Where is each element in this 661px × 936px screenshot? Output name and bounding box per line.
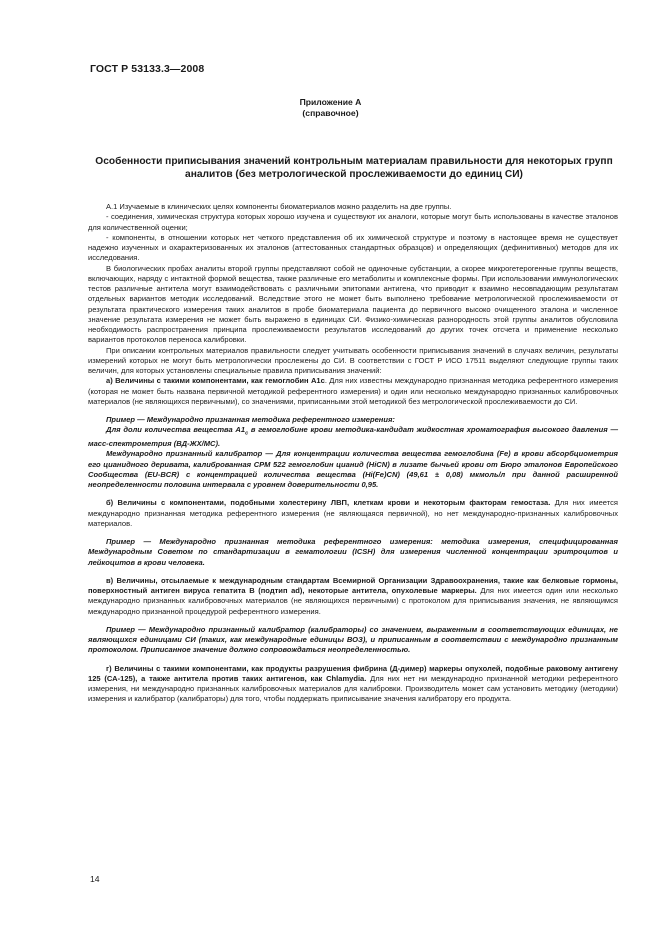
example-calibrator: Международно признанный калибратор — Для концентрации количества вещества гемоглобина (Fe) в крови абсорбциометрия его цианидного деривата, калиброванная СРМ 522 гемоглобин цианид (HiCN) в лизате бычьей крови от Бюро эталонов Европейского Сообщества (EU-BCR) с концентрацией количества вещества (Hi(Fe)CN) (49,61 ± 0,08) мкмоль/л при данной расширенной неопределенности половина интервала с уровнем доверительности 0,95. <box>88 449 618 489</box>
item-b <box>88 498 618 529</box>
item-a <box>88 376 618 407</box>
item-a-text: . Для них известны международно признанная методика референтного измерения (которая не может быть названа первичной методикой референтного измерения) и один или несколько международно признанных калибровочных материалов (не являющихся первичными), со значениями, приписанными этой методикой без метрологической прослеживаемости до СИ. <box>88 376 618 406</box>
page-number: 14 <box>90 874 100 884</box>
item-c-heading: в) Величины, отсылаемые к международным стандартам Всемирной Организации Здравоохранения, такие как белковые гормоны, поверхностный антиген вируса гепатита В (подтип ad), некоторые антитела, опухолевые маркеры. <box>88 575 618 595</box>
annex-title: Особенности приписывания значений контрольным материалам правильности для некоторых групп аналитов (без метрологической прослеживаемости до единиц СИ) <box>95 156 613 180</box>
item-d-heading: г) Величины с такими компонентами, как продукты разрушения фибрина (Д-димер) маркеры опухолей, подобные раковому антигену 125 (СА-125), а также антитела против таких антигенов, как Chlamydia. <box>88 663 618 683</box>
item-b-text: Для них имеется международно признанная методика референтного измерения (не являющаяся первичной), но нет международно-признанных калибровочных материалов. <box>88 498 618 528</box>
example-hba1c <box>88 425 618 449</box>
paragraph-second-group: В биологических пробах аналиты второй группы представляют собой не одиночные субстанции, а скорее микрогетерогенные группы веществ, включающих, наряду с интактной формой вещества, также различные его метаболиты и комплексные формы. При использовании иммунологических тестов различные антитела могут взаимодействовать с различными эпитопами антигена, что приводит к взаимно несовпадающим результатам отдельных вариантов методик исследований. Вследствие этого не может быть выполнено требование метрологической прослеживаемости от результата практического измерения таких аналитов в пробе биоматериала пациента до первичного высоко очищенного эталона и численное значение результата измерения не может быть выражено в единицах СИ. Физико-химическая разнородность этой группы аналитов обусловила необходимость распространения принципа прослеживаемости результатов исследований до других точек отсчета и применение несколько вариантов протоколов переноса калибровки. <box>88 263 618 345</box>
item-d-text: Для них нет ни международно признанной методики референтного измерения, ни международно признанных калибровочных материалов для калибровки. Производитель может сам установить методику (методики) измерения и калибратор (калибраторы) для того, чтобы поддержать приписывание значения калибратору его продукта. <box>88 673 618 704</box>
example-reference-method: Пример — Международно признанная методика референтного измерения: <box>106 415 395 424</box>
annex-label: Приложение А <box>299 97 362 107</box>
standard-id: ГОСТ Р 53133.3—2008 <box>90 63 205 75</box>
paragraph-value-assignment: При описании контрольных материалов правильности следует учитывать особенности приписывания значений в случаях величин, результаты измерений которых не могут быть метрологически прослежены до СИ. В соответствии с ГОСТ Р ИСО 17511 выделяют следующие группы таких величин, для которых установлены специальные правила приписывания значений: <box>88 345 618 375</box>
item-c <box>88 576 618 617</box>
annex-type: (справочное) <box>302 108 359 118</box>
example-hba1c-part2: в гемоглобине крови методика-кандидат жидкостная хроматография высокого давления — масс-спектрометрия (ВД-ЖХ/МС). <box>88 425 618 448</box>
list-item-group-2: - компоненты, в отношении которых нет четкого представления об их химической структуре и поэтому в настоящее время не существует надежно изученных и охарактеризованных их эталонов (аттестованных стандартных образцов) и определяющих (дефинитивных) методов для их исследования. <box>88 232 618 263</box>
item-d <box>88 664 618 705</box>
item-a-heading: а) Величины с такими компонентами, как гемоглобин А1с <box>106 376 325 386</box>
annex-body <box>88 202 618 705</box>
example-who-units: Пример — Международно признанный калибратор (калибраторы) со значением, выраженным в соответствующих единицах, не являющихся единицами СИ (таких, как международные единицы ВОЗ), и приписанным в соответствии с международно признанным протоколом. Приписанное значение должно сопровождаться неопределенностью. <box>88 624 618 655</box>
item-b-heading: б) Величины с компонентами, подобными холестерину ЛВП, клеткам крови и некоторым факторам гемостаза. <box>106 498 551 508</box>
example-icsh: Пример — Международно признанная методика референтного измерения: методика измерения, специфицированная Международным Советом по стандартизации в гематологии (ICSH) для измерения численной концентрации эритроцитов и лейкоцитов в крови человека. <box>88 537 618 567</box>
item-c-text: Для них имеется один или несколько международно признанных калибровочных материалов (не являющихся первичными) с протоколом для приписывания значения, не являющимся международно признанной процедурой референтного измерения. <box>88 586 618 616</box>
paragraph-intro: А.1 Изучаемые в клинических целях компоненты биоматериалов можно разделить на две группы. <box>106 202 452 211</box>
example-hba1c-part1: Для доли количества вещества А1 <box>106 425 246 435</box>
list-item-group-1: - соединения, химическая структура которых хорошо изучена и существуют их аналоги, которые могут быть использованы в качестве эталонов для количественной оценки; <box>88 212 618 232</box>
example-hba1c-subscript: с <box>245 430 249 437</box>
